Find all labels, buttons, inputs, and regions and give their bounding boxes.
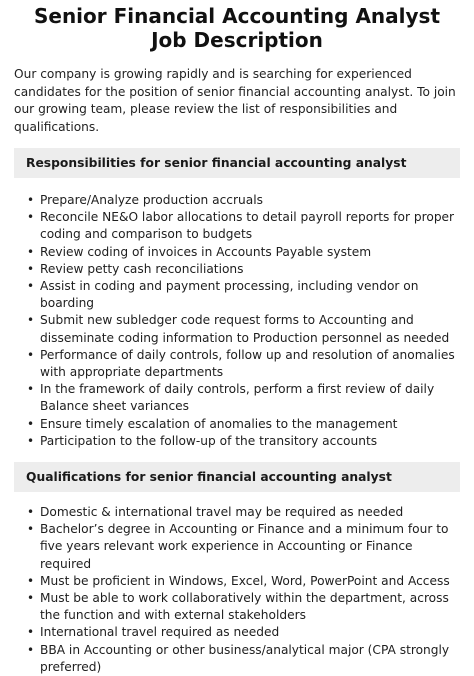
bullet-icon: • [27, 625, 35, 640]
list-item-text: Ensure timely escalation of anomalies to the management [40, 416, 398, 431]
list-item-text: BBA in Accounting or other business/analytical major (CPA strongly preferred) [40, 642, 450, 674]
bullet-icon: • [27, 382, 35, 397]
list-item-text: Performance of daily controls, follow up and resolution of anomalies with appropriate departments [40, 347, 455, 380]
list-item-text: Review coding of invoices in Accounts Payable system [40, 244, 372, 259]
list-item-text: Submit new subledger code request forms to Accounting and disseminate coding information to Production personnel as needed [40, 313, 450, 345]
list-item-text: Prepare/Analyze production accruals [40, 193, 263, 207]
bullet-icon: • [27, 193, 35, 207]
list-item [14, 312, 460, 346]
list-item-text: Participation to the follow-up of the transitory accounts [40, 433, 378, 448]
list-item-text: In the framework of daily controls, perform a first review of daily Balance sheet variances [40, 382, 435, 414]
bullet-icon: • [27, 244, 35, 259]
list-item-text: Must be proficient in Windows, Excel, Word, PowerPoint and Access [40, 573, 450, 588]
page-title: Senior Financial Accounting Analyst Job Description [33, 4, 441, 52]
list-item [14, 244, 460, 261]
list-item [14, 624, 460, 641]
list-item [14, 590, 460, 624]
bullet-icon: • [27, 416, 35, 431]
list-item [14, 278, 460, 312]
list-item [14, 347, 460, 381]
bullet-icon: • [27, 522, 35, 537]
list-item-text: Bachelor’s degree in Accounting or Finance and a minimum four to five years relevant work experience in Accounting or Finance required [40, 522, 449, 571]
list-item [14, 209, 460, 243]
responsibilities-list [14, 192, 460, 450]
list-item-text: International travel required as needed [40, 625, 280, 640]
bullet-icon: • [27, 279, 35, 294]
list-item [14, 192, 460, 209]
qualifications-list [14, 504, 460, 676]
bullet-icon: • [27, 347, 35, 362]
bullet-icon: • [27, 433, 35, 448]
bullet-icon: • [27, 573, 35, 588]
bullet-icon: • [27, 642, 35, 657]
list-item-text: Assist in coding and payment processing, including vendor on boarding [40, 279, 419, 311]
list-item [14, 642, 460, 676]
bullet-icon: • [27, 210, 35, 225]
qualifications-header: Qualifications for senior financial accounting analyst [14, 462, 460, 492]
list-item [14, 573, 460, 590]
intro-paragraph: Our company is growing rapidly and is searching for experienced candidates for the position of senior financial accounting analyst. To join our growing team, please review the list of responsibilities and qualifications. [14, 67, 456, 134]
list-item [14, 381, 460, 415]
bullet-icon: • [27, 591, 35, 606]
list-item-text: Domestic & international travel may be required as needed [40, 505, 404, 520]
list-item-text: Review petty cash reconciliations [40, 261, 244, 276]
list-item-text: Must be able to work collaboratively within the department, across the function and with external stakeholders [40, 591, 449, 623]
list-item [14, 261, 460, 278]
responsibilities-header: Responsibilities for senior financial accounting analyst [14, 148, 460, 178]
list-item [14, 416, 460, 433]
list-item [14, 504, 460, 521]
list-item [14, 433, 460, 450]
bullet-icon: • [27, 505, 35, 520]
bullet-icon: • [27, 313, 35, 328]
list-item-text: Reconcile NE&O labor allocations to detail payroll reports for proper coding and comparison to budgets [40, 210, 455, 242]
bullet-icon: • [27, 261, 35, 276]
list-item [14, 521, 460, 573]
